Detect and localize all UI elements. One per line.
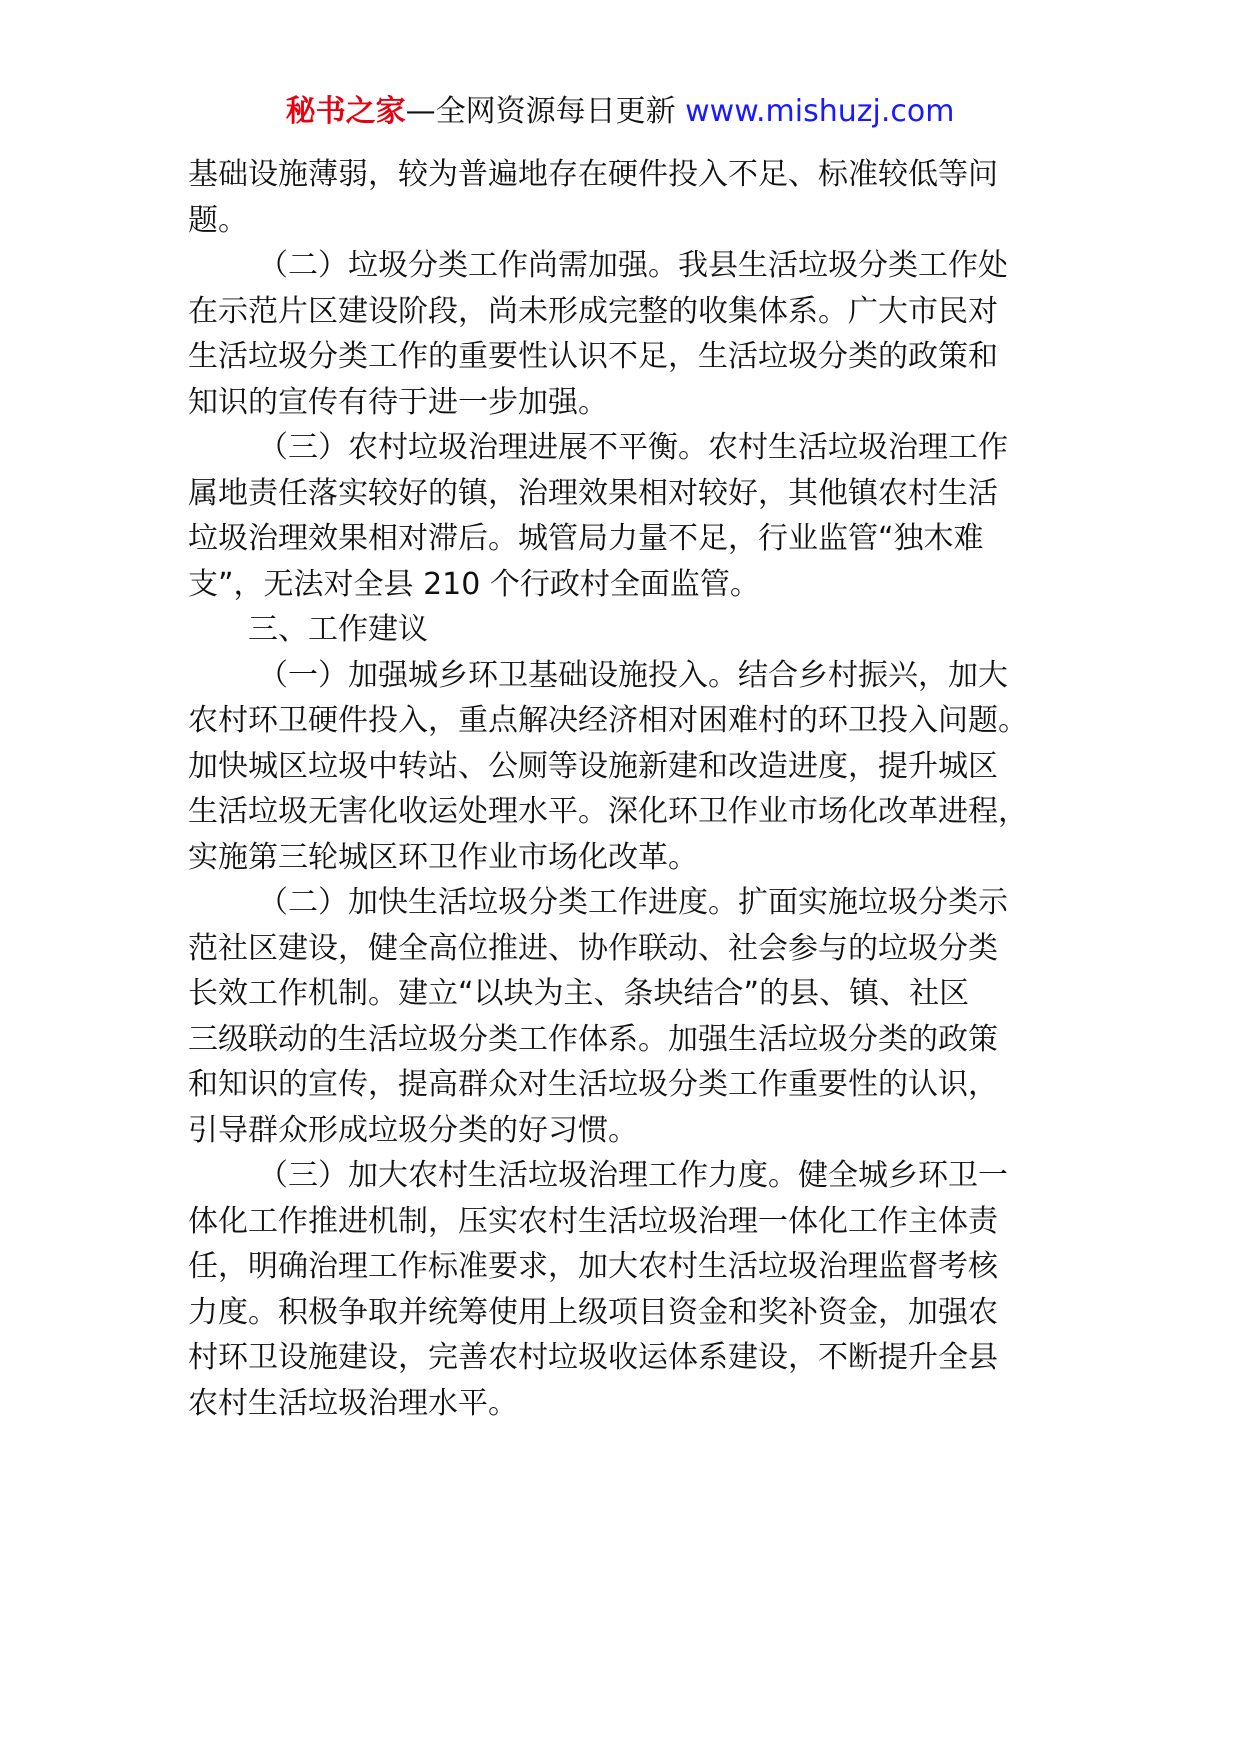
text-line: 体化工作推进机制，压实农村生活垃圾治理一体化工作主体责	[188, 1203, 998, 1239]
text-line: 在示范片区建设阶段，尚未形成完整的收集体系。广大市民对	[188, 293, 998, 329]
text-line: 和知识的宣传，提高群众对生活垃圾分类工作重要性的认识，	[188, 1067, 998, 1102]
text-line: （三）加大农村生活垃圾治理工作力度。健全城乡环卫一	[258, 1158, 1008, 1193]
text-line: （三）农村垃圾治理进展不平衡。农村生活垃圾治理工作	[258, 430, 1008, 465]
text-line: 引导群众形成垃圾分类的好习惯。	[188, 1112, 638, 1148]
text-line: 范社区建设，健全高位推进、协作联动、社会参与的垃圾分类	[188, 930, 998, 966]
text-line: 村环卫设施建设，完善农村垃圾收运体系建设，不断提升全县	[188, 1340, 998, 1375]
header-tagline: —全网资源每日更新	[405, 94, 676, 129]
site-url-link[interactable]: www.mishuzj.com	[685, 94, 955, 129]
text-line: 农村环卫硬件投入，重点解决经济相对困难村的环卫投入问题。	[188, 703, 1028, 738]
document-body	[188, 152, 1068, 1426]
text-line: 长效工作机制。建立“以块为主、条块结合”的县、镇、社区	[188, 976, 970, 1011]
text-line: 题。	[188, 202, 248, 238]
text-line: 任，明确治理工作标准要求，加大农村生活垃圾治理监督考核	[188, 1249, 998, 1284]
text-line: 加快城区垃圾中转站、公厕等设施新建和改造进度，提升城区	[188, 748, 998, 784]
text-line: 支”，无法对全县 210 个行政村全面监管。	[188, 566, 760, 602]
section-heading: 三、工作建议	[248, 612, 428, 647]
text-line: （二）加快生活垃圾分类工作进度。扩面实施垃圾分类示	[258, 885, 1008, 920]
text-line: 基础设施薄弱，较为普遍地存在硬件投入不足、标准较低等问	[188, 157, 998, 192]
text-line: （一）加强城乡环卫基础设施投入。结合乡村振兴，加大	[258, 657, 1008, 693]
text-line: 实施第三轮城区环卫作业市场化改革。	[188, 839, 698, 875]
text-line: 属地责任落实较好的镇，治理效果相对较好，其他镇农村生活	[188, 475, 998, 511]
text-line: 力度。积极争取并统筹使用上级项目资金和奖补资金，加强农	[188, 1294, 998, 1330]
text-line: 三级联动的生活垃圾分类工作体系。加强生活垃圾分类的政策	[188, 1021, 998, 1057]
text-line: 农村生活垃圾治理水平。	[188, 1385, 518, 1421]
text-line: 垃圾治理效果相对滞后。城管局力量不足，行业监管“独木难	[188, 521, 984, 556]
text-line: 知识的宣传有待于进一步加强。	[188, 384, 608, 420]
text-line: 生活垃圾无害化收运处理水平。深化环卫作业市场化改革进程，	[188, 794, 1028, 829]
brand-name: 秘书之家	[285, 94, 406, 129]
site-header	[0, 92, 1240, 132]
text-line: 生活垃圾分类工作的重要性认识不足，生活垃圾分类的政策和	[188, 339, 998, 374]
text-line: （二）垃圾分类工作尚需加强。我县生活垃圾分类工作处	[258, 248, 1008, 283]
